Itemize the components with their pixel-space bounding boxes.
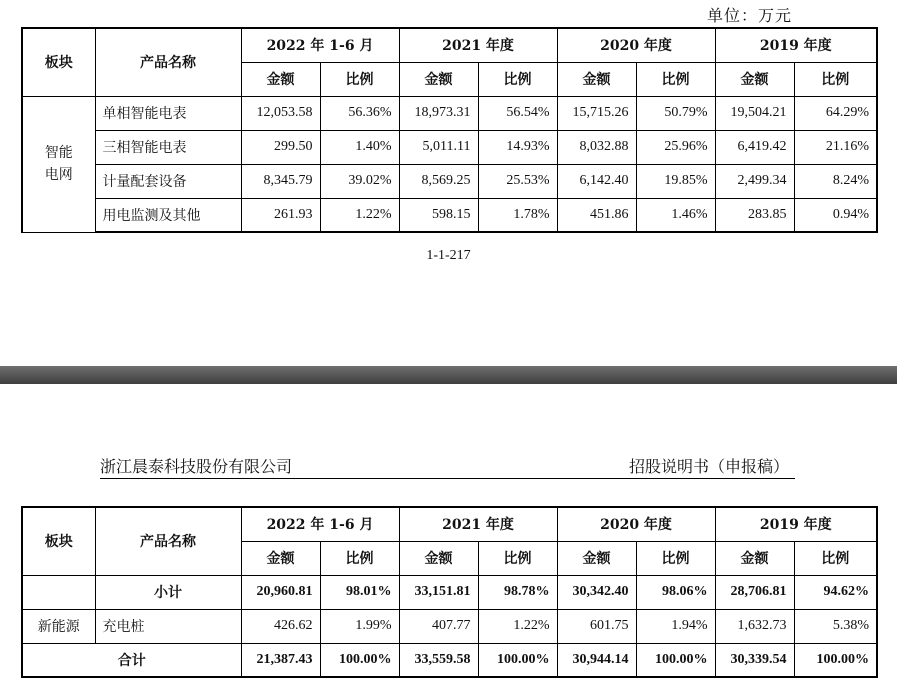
amount-cell: 30,339.54 — [715, 643, 794, 677]
amount-cell: 299.50 — [241, 130, 320, 164]
subtotal-label: 小计 — [95, 575, 241, 609]
table-row — [22, 198, 877, 232]
header-ratio: 比例 — [636, 541, 715, 575]
ratio-cell: 56.36% — [320, 96, 399, 130]
ratio-cell: 98.78% — [478, 575, 557, 609]
product-name: 用电监测及其他 — [95, 198, 241, 232]
ratio-cell: 56.54% — [478, 96, 557, 130]
ratio-cell: 98.06% — [636, 575, 715, 609]
amount-cell: 21,387.43 — [241, 643, 320, 677]
header-segment: 板块 — [22, 28, 95, 96]
subtotal-row — [22, 575, 877, 609]
amount-cell: 19,504.21 — [715, 96, 794, 130]
ratio-cell: 14.93% — [478, 130, 557, 164]
amount-cell: 407.77 — [399, 609, 478, 643]
product-name: 三相智能电表 — [95, 130, 241, 164]
amount-cell: 598.15 — [399, 198, 478, 232]
revenue-table-continued — [21, 506, 878, 678]
header-amount: 金额 — [715, 541, 794, 575]
ratio-cell: 100.00% — [478, 643, 557, 677]
ratio-cell: 25.96% — [636, 130, 715, 164]
amount-cell: 8,569.25 — [399, 164, 478, 198]
ratio-cell: 39.02% — [320, 164, 399, 198]
amount-cell: 601.75 — [557, 609, 636, 643]
header-ratio: 比例 — [794, 62, 877, 96]
header-ratio: 比例 — [478, 62, 557, 96]
amount-cell: 426.62 — [241, 609, 320, 643]
table-row — [22, 130, 877, 164]
header-segment: 板块 — [22, 507, 95, 575]
table-row — [22, 609, 877, 643]
ratio-cell: 8.24% — [794, 164, 877, 198]
header-product: 产品名称 — [95, 507, 241, 575]
header-period: 2020 年度 — [557, 507, 715, 541]
amount-cell: 20,960.81 — [241, 575, 320, 609]
amount-cell: 18,973.31 — [399, 96, 478, 130]
header-period: 2019 年度 — [715, 28, 877, 62]
ratio-cell: 1.22% — [320, 198, 399, 232]
revenue-table-smart-grid — [21, 27, 878, 233]
header-amount: 金额 — [557, 62, 636, 96]
header-row-periods — [22, 507, 877, 541]
ratio-cell: 1.99% — [320, 609, 399, 643]
ratio-cell: 1.94% — [636, 609, 715, 643]
ratio-cell: 94.62% — [794, 575, 877, 609]
segment-label: 新能源 — [22, 609, 95, 643]
ratio-cell: 21.16% — [794, 130, 877, 164]
header-ratio: 比例 — [320, 62, 399, 96]
ratio-cell: 64.29% — [794, 96, 877, 130]
ratio-cell: 50.79% — [636, 96, 715, 130]
ratio-cell: 0.94% — [794, 198, 877, 232]
header-row-periods — [22, 28, 877, 62]
amount-cell: 5,011.11 — [399, 130, 478, 164]
ratio-cell: 1.46% — [636, 198, 715, 232]
header-amount: 金额 — [241, 541, 320, 575]
header-ratio: 比例 — [478, 541, 557, 575]
header-period: 2022 年 1-6 月 — [241, 507, 399, 541]
amount-cell: 30,342.40 — [557, 575, 636, 609]
page-number: 1-1-217 — [426, 248, 471, 263]
total-label: 合计 — [22, 643, 241, 677]
amount-cell: 33,151.81 — [399, 575, 478, 609]
amount-cell: 1,632.73 — [715, 609, 794, 643]
amount-cell: 12,053.58 — [241, 96, 320, 130]
header-period: 2019 年度 — [715, 507, 877, 541]
table-row — [22, 96, 877, 130]
unit-label: 单位：万元 — [707, 6, 793, 25]
header-ratio: 比例 — [636, 62, 715, 96]
header-period: 2021 年度 — [399, 507, 557, 541]
ratio-cell: 25.53% — [478, 164, 557, 198]
amount-cell: 6,142.40 — [557, 164, 636, 198]
ratio-cell: 19.85% — [636, 164, 715, 198]
segment-label: 智能 电网 — [44, 145, 73, 183]
company-name: 浙江晨泰科技股份有限公司 — [100, 457, 293, 476]
amount-cell: 30,944.14 — [557, 643, 636, 677]
ratio-cell: 100.00% — [320, 643, 399, 677]
ratio-cell: 5.38% — [794, 609, 877, 643]
ratio-cell: 1.40% — [320, 130, 399, 164]
ratio-cell: 1.78% — [478, 198, 557, 232]
product-name: 充电桩 — [95, 609, 241, 643]
header-amount: 金额 — [399, 62, 478, 96]
amount-cell: 2,499.34 — [715, 164, 794, 198]
total-row — [22, 643, 877, 677]
document-type: 招股说明书（申报稿） — [628, 457, 789, 476]
header-period: 2021 年度 — [399, 28, 557, 62]
product-name: 计量配套设备 — [95, 164, 241, 198]
product-name: 单相智能电表 — [95, 96, 241, 130]
amount-cell: 283.85 — [715, 198, 794, 232]
amount-cell: 28,706.81 — [715, 575, 794, 609]
amount-cell: 33,559.58 — [399, 643, 478, 677]
page-header — [100, 452, 795, 479]
ratio-cell: 100.00% — [636, 643, 715, 677]
ratio-cell: 100.00% — [794, 643, 877, 677]
page-divider — [0, 366, 897, 384]
amount-cell: 261.93 — [241, 198, 320, 232]
header-ratio: 比例 — [794, 541, 877, 575]
amount-cell: 15,715.26 — [557, 96, 636, 130]
header-amount: 金额 — [241, 62, 320, 96]
amount-cell: 6,419.42 — [715, 130, 794, 164]
header-amount: 金额 — [399, 541, 478, 575]
header-product: 产品名称 — [95, 28, 241, 96]
empty-segment-cell — [22, 575, 95, 609]
amount-cell: 8,032.88 — [557, 130, 636, 164]
header-ratio: 比例 — [320, 541, 399, 575]
table-row — [22, 164, 877, 198]
amount-cell: 451.86 — [557, 198, 636, 232]
header-amount: 金额 — [715, 62, 794, 96]
header-amount: 金额 — [557, 541, 636, 575]
header-period: 2022 年 1-6 月 — [241, 28, 399, 62]
amount-cell: 8,345.79 — [241, 164, 320, 198]
ratio-cell: 1.22% — [478, 609, 557, 643]
segment-cell-smart-grid — [22, 96, 95, 232]
ratio-cell: 98.01% — [320, 575, 399, 609]
header-period: 2020 年度 — [557, 28, 715, 62]
